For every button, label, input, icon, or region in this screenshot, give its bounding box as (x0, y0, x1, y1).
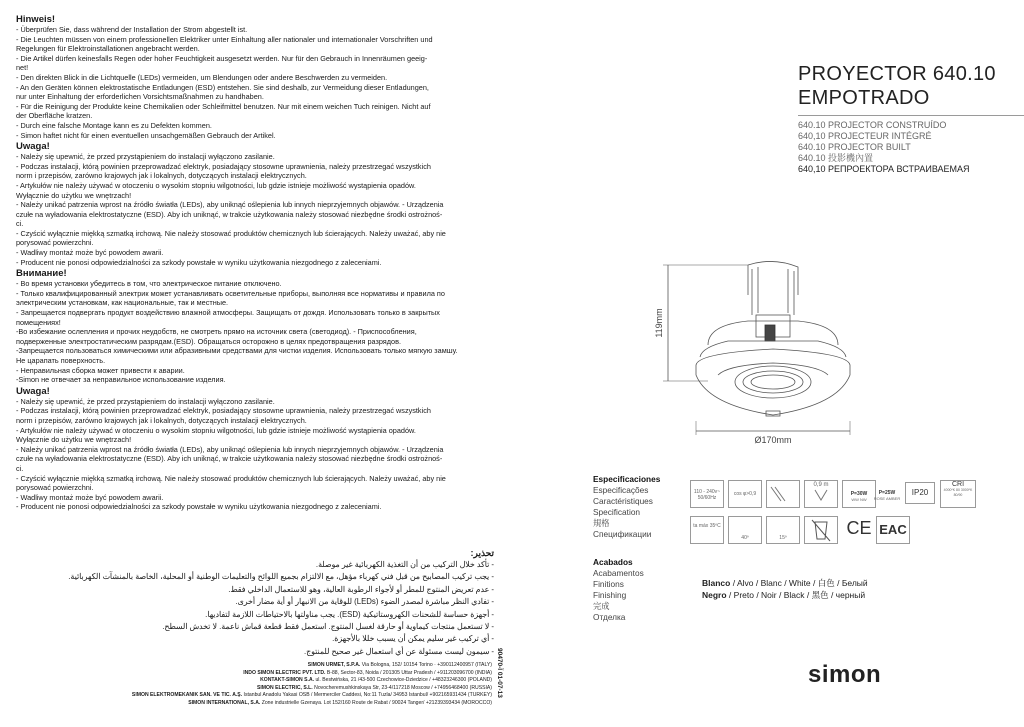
warning-line: - Wadliwy montaż może być powodem awarii. (16, 248, 164, 258)
company-address: Novocheremushkinskaya Str, 23-4/117218 Moscow / +74956468400 (RUSSIA) (312, 684, 492, 691)
subtitle-zh: 640.10 投影機內置 (798, 153, 874, 163)
power2-sub: ROSE AMBER (873, 496, 901, 501)
warning-line: Не царапать поверхность. (16, 356, 106, 365)
finishes-label: 完成 (593, 601, 610, 611)
height-dimension-label: 119mm (654, 308, 664, 338)
ta-max-icon (690, 516, 724, 544)
warning-line: porysować powierzchni. (16, 238, 94, 248)
company-name: SIMON ELECTRIC, S.L. (256, 684, 313, 691)
company-address: Via Bologna, 152/ 10154 Torino · +390112400957 (ITALY) (360, 662, 492, 668)
power1-sub: WW NW (851, 497, 867, 502)
finishes-label: Acabados (593, 557, 633, 567)
company-name: SIMON INTERNATIONAL, S.A. (188, 699, 261, 706)
specifications-label: Specification (593, 507, 641, 517)
finish-colors (702, 577, 868, 601)
power-25w-icon (870, 480, 904, 508)
address-line (60, 670, 492, 678)
eac-mark-icon (876, 516, 910, 544)
distance-text: 0,9 m (813, 482, 829, 488)
product-technical-drawing (648, 255, 898, 445)
recessed-install-icon (766, 480, 800, 508)
company-address: B-88, Sector-83, Noida / 201305 Uttar Pradesh / +911203096700 (INDIA) (325, 669, 492, 676)
warning-line: - Producent nie ponosi odpowiedzialności za szkody powstałe w wyniku użytkowania niezgodnego z zaleceniami. (16, 502, 382, 512)
company-addresses (60, 662, 492, 708)
distance-icon (804, 480, 838, 508)
warning-line: - Simon haftet nicht für einen eventuellen unsachgemäßen Gebrauch der Artikel. (16, 130, 276, 140)
ce-mark-text: CE (846, 518, 872, 538)
warning-line: - Należy unikać patrzenia wprost na źródło światła (LEDs), aby uniknąć oślepienia lub innych nieprzyjemnych objawów. - Urządzenia (16, 200, 444, 210)
angle1-text: 40º (741, 535, 749, 541)
warning-line: ci. (16, 219, 24, 229)
warning-line: norm i przepisów, zarówno krajowych jak i lokalnych, dotyczących instalacji elektrycznych. (16, 171, 307, 181)
warning-line: Wyłącznie do użytku we wnętrzach! (16, 435, 132, 445)
ip20-text: IP20 (911, 488, 929, 497)
angle2-text: 15º (779, 535, 787, 541)
arabic-warning-line: - عدم تعريض المنتوج للمطر أو لأجواء الرطوبة العالية، وهو للاستعمال الداخلي فقط. (228, 584, 494, 594)
address-line (60, 677, 492, 685)
arabic-warnings (50, 548, 494, 658)
warning-block (16, 268, 496, 385)
diameter-dimension-label: Ø170mm (754, 435, 792, 445)
ip20-icon (905, 482, 935, 504)
arabic-warning-line: - لا تستعمل منتجات كيماوية أو حارقة لغسل المنتوج. استعمل فقط قطعة قماش ناعمة. لا تخدش السطح. (162, 622, 494, 632)
arabic-warning-line: - أجهزة حساسة للشحنات الكهروستاتيكية (ESD). يجب مناولتها بالاحتياطات اللازمة لتفاديها. (205, 609, 494, 619)
warning-line: - Запрещается подвергать продукт воздействию влажной атмосферы. Защищать от дождя. Использовать только в закрытых (16, 308, 440, 318)
warning-line: - Die Artikel dürfen keinesfalls Regen oder hoher Feuchtigkeit ausgesetzt werden. Nur für den Gebrauch in Innenräumen geeig- (16, 53, 428, 63)
warning-line: - Należy się upewnić, że przed przystąpieniem do instalacji wyłączono zasilanie. (16, 396, 275, 406)
specifications-label: Спецификации (593, 529, 652, 539)
finish-white (702, 577, 868, 589)
arabic-warning-line: - يجب تركيب المصابيح من قبل فني كهرباء مؤهل، مع الالتزام بجميع اللوائح والتعليمات الوطنية أو المحلية، الخاصة بالمنشآت الكهربائية. (68, 572, 494, 582)
beam-angle-15-icon (766, 516, 800, 544)
warning-line: ci. (16, 463, 24, 473)
warning-line: подверженные электростатическим разрядам.(ESD). Обращаться осторожно в целях предотвращения разрядов. (16, 336, 401, 346)
warning-line: - Die Leuchten müssen von einem professionellen Elektriker unter Einhaltung aller nationaler und internationaler Vorschriften und (16, 34, 433, 44)
warning-line: czułe na wyładowania elektrostatyczne (ESD). Aby ich uniknąć, w trakcie użytkowania należy stosować niezbędne środki ostrożnoś- (16, 454, 443, 464)
specifications-labels (593, 474, 660, 540)
company-address: Zone industrielle Gzenaya. Lot 152/160 Route de Rabat / 90024 Tanger/ +21239393434 (MOROCCO) (260, 699, 492, 706)
finish-black-name: Negro (702, 590, 727, 600)
finishes-label: Finishing (593, 590, 627, 600)
warning-line: - Należy się upewnić, że przed przystąpieniem do instalacji wyłączono zasilanie. (16, 152, 275, 162)
document-reference (493, 648, 505, 708)
cri-values: 4000ºK 80 3000ºK 80/90 (943, 488, 973, 497)
warning-line: электрическим установкам, как национальные, так и местные. (16, 298, 229, 308)
warning-line: net! (16, 63, 29, 73)
warning-line: - Den direkten Blick in die Lichtquelle (LEDs) vermeiden, um Blendungen oder andere Beschwerden zu vermeiden. (16, 72, 388, 82)
warning-title: Hinweis! (16, 14, 56, 25)
company-name: KONTAKT-SIMON S.A. (260, 677, 315, 684)
warning-block (16, 14, 496, 140)
warning-line: - Für die Reinigung der Produkte keine Chemikalien oder Schleifmittel benutzen. Nur mit einem weichen Tuch reinigen. Nicht auf (16, 101, 431, 111)
cri-icon (940, 480, 976, 508)
warning-line: nur unter Einhaltung der erforderlichen Vorsichtsmaßnahmen zu handhaben. (16, 92, 264, 102)
arabic-warning-line: - أي تركيب غير سليم يمكن أن يسبب خللا بالأجهزة. (332, 634, 494, 644)
power1-text: P=30W (850, 491, 868, 497)
arabic-warning-line: - سيمون ليست مسئولة عن أي استعمال غير صحيح للمنتوج. (303, 646, 494, 656)
warning-line: - Wadliwy montaż może być powodem awarii. (16, 492, 164, 502)
finishes-labels (593, 557, 644, 623)
warning-title: Uwaga! (16, 141, 50, 153)
subtitle-ru: 640,10 РЕПРОЕКТОРА ВСТРАИВАЕМАЯ (798, 164, 970, 174)
warning-line: -Simon не отвечает за неправильное использование изделия. (16, 375, 226, 385)
title-divider (798, 115, 1024, 116)
arabic-warning-line: - تأكد خلال التركيب من أن التغذية الكهربائية غير موصلة. (315, 560, 494, 569)
finish-black-translations: / Preto / Noir / Black / 黑色 / черный (726, 590, 866, 600)
warning-line: - Artykułów nie należy używać w otoczeniu o wysokim stopniu wilgotności, lub gdzie istnieje możliwość wystąpienia opadów. (16, 180, 416, 190)
finishes-label: Finitions (593, 579, 624, 589)
specifications-label: 規格 (593, 518, 610, 528)
address-line (60, 662, 492, 670)
company-address: Istanbul Anadolu Yakasi OSB / Mermerciler Caddesi, No:11 Tuzla/ 34953 Istanbul/ +902165931434 (TURKEY) (242, 692, 492, 699)
warnings-column (16, 14, 496, 513)
warning-line: - Czyścić wyłącznie miękką szmatką irchową. Nie należy stosować produktów chemicznych lub ścierających. Należy uważać, aby nie (16, 473, 446, 483)
finishes-label: Acabamentos (593, 568, 644, 578)
voltage-icon (690, 480, 724, 508)
warning-line: - Podczas instalacji, którą powinien przeprowadzać elektryk, posiadający stosowne uprawnienia, należy przestrzegać wszystkich (16, 406, 431, 416)
product-title (798, 62, 996, 110)
cos-phi-text: cos φ>0,9 (733, 491, 757, 497)
top-bracket (748, 261, 798, 295)
ce-mark-icon (842, 516, 876, 544)
warning-title: Внимание! (16, 268, 67, 280)
warning-line: помещениях! (16, 317, 61, 327)
housing-body (696, 349, 850, 415)
warning-line: - Во время установки убедитесь в том, что электрическое питание отключено. (16, 279, 282, 289)
arabic-warning-title: تحذير: (470, 548, 494, 558)
specifications-label: Especificaciones (593, 474, 661, 484)
subtitle-fr: 640,10 PROJECTEUR INTÉGRÉ (798, 131, 932, 141)
subtitle-pt: 640.10 PROJECTOR CONSTRUÍDO (798, 120, 947, 130)
eac-mark-text: EAC (879, 522, 907, 537)
disposal-bin-icon (804, 516, 838, 544)
finish-white-translations: / Alvo / Blanc / White / 白色 / Белый (730, 578, 868, 588)
warning-line: - Неправильная сборка может привести к аварии. (16, 365, 185, 375)
warning-line: - Только квалифицированный электрик может устанавливать осветительные приборы, выполняя все нормативы и правила по (16, 288, 445, 298)
address-line (60, 685, 492, 693)
address-line (60, 692, 492, 700)
company-name: INDO SIMON ELECTRIC PVT. LTD. (243, 669, 326, 676)
warning-line: Wyłącznie do użytku we wnętrzach! (16, 190, 132, 200)
warning-line: -Запрещается пользоваться химическими или абразивными средствами для чистки изделия. Использовать только мягкую замшу. (16, 346, 458, 356)
warning-line: - Überprüfen Sie, dass während der Installation der Strom abgestellt ist. (16, 25, 248, 34)
warning-line: porysować powierzchni. (16, 483, 94, 493)
warning-title: Uwaga! (16, 385, 50, 397)
power2-text: P=25W (878, 490, 896, 496)
arabic-warning-line: - تفادي النظر مباشرة لمصدر الضوء (LEDs) للوقاية من الانبهار أو أية مضار أخرى. (235, 597, 494, 607)
warning-line: - Należy unikać patrzenia wprost na źródło światła (LEDs), aby uniknąć oślepienia lub innych nieprzyjemnych objawów. - Urządzenia (16, 444, 444, 454)
specifications-label: Especificações (593, 485, 649, 495)
document-reference-text: 90470-Ï 01-07-13 (496, 648, 503, 698)
cos-phi-icon (728, 480, 762, 508)
warning-line: Regelungen für Elektroinstallationen angebracht werden. (16, 44, 200, 54)
company-name: SIMON ELEKTROMEKANIK SAN. VE TIC. A.Ş. (131, 692, 243, 699)
warning-line: czułe na wyładowania elektrostatyczne (ESD). Aby ich uniknąć, w trakcie użytkowania należy stosować niezbędne środki ostrożnoś- (16, 209, 443, 219)
product-title-line2: EMPOTRADO (798, 87, 930, 109)
warning-line: - An den Geräten können elektrostatische Entladungen (ESD) entstehen. Sie sind deshalb, zur Vermeidung dieser Entladungen, (16, 82, 429, 92)
cri-title: CRI (951, 481, 965, 488)
warning-line: - Podczas instalacji, którą powinien przeprowadzać elektryk, posiadający stosowne uprawnienia, należy przestrzegać wszystkich (16, 161, 431, 171)
company-name: SIMON URMET, S.P.A. (307, 662, 361, 668)
warning-block (16, 386, 496, 512)
ta-max-text: ta máx 35ºC (693, 523, 721, 529)
warning-line: - Artykułów nie należy używać w otoczeniu o wysokim stopniu wilgotności, lub gdzie istnieje możliwość wystąpienia opadów. (16, 425, 416, 435)
warning-block (16, 141, 496, 267)
address-line (60, 700, 492, 708)
subtitle-en: 640.10 PROJECTOR BUILT (798, 142, 911, 152)
product-title-line1: PROYECTOR 640.10 (798, 63, 996, 85)
product-subtitles (798, 120, 970, 175)
simon-logo: simon (808, 661, 882, 688)
warning-line: - Czyścić wyłącznie miękką szmatką irchową. Nie należy stosować produktów chemicznych lub ścierających. Należy uważać, aby nie (16, 228, 446, 238)
warning-line: norm i przepisów, zarówno krajowych jak i lokalnych, dotyczących instalacji elektrycznych. (16, 415, 307, 425)
finish-black (702, 589, 868, 601)
specifications-label: Caractéristiques (593, 496, 653, 506)
warning-line: -Во избежание ослепления и прочих неудобств, не смотреть прямо на источник света (светодиод). - Приспособления, (16, 327, 417, 337)
company-address: ul. Bestwińska, 21 /43-500 Czechowice-Dziedzice / +48323246300 (POLAND) (314, 677, 492, 684)
finishes-label: Отделка (593, 612, 626, 622)
warning-line: der Oberfläche kratzen. (16, 111, 93, 121)
warning-line: - Durch eine falsche Montage kann es zu Defekten kommen. (16, 120, 212, 130)
beam-angle-40-icon (728, 516, 762, 544)
voltage-text: 110 - 240v~ 50/60Hz (693, 489, 721, 501)
finish-white-name: Blanco (702, 578, 731, 588)
warning-line: - Producent nie ponosi odpowiedzialności za szkody powstałe w wyniku użytkowania niezgodnego z zaleceniami. (16, 257, 382, 267)
